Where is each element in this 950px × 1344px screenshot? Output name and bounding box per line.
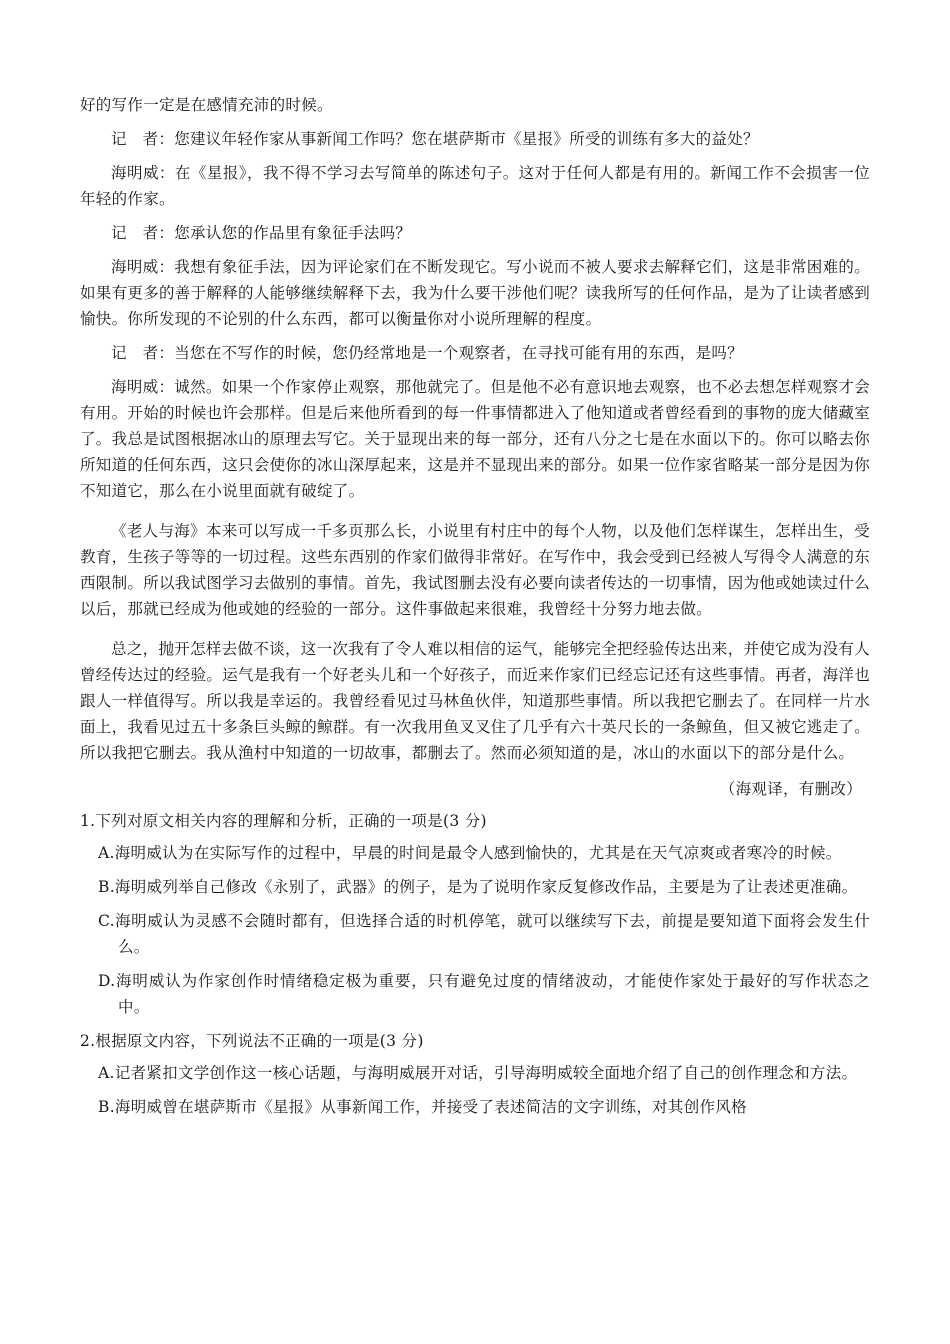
question-1 xyxy=(80,808,870,1020)
passage-paragraph-1: 好的写作一定是在感情充沛的时候。 xyxy=(80,96,333,114)
option-a: A.记者紧扣文学创作这一核心话题，与海明威展开对话，引导海明威较全面地介绍了自己的创作理念和方法。 xyxy=(98,1064,858,1082)
question-2 xyxy=(80,1028,870,1120)
option-a: A.海明威认为在实际写作的过程中，早晨的时间是最令人感到愉快的，尤其是在天气凉爽或者寒冷的时候。 xyxy=(98,844,842,862)
passage-paragraph-8: 《老人与海》本来可以写成一千多页那么长，小说里有村庄中的每个人物，以及他们怎样谋生，怎样出生，受教育，生孩子等等的一切过程。这些东西别的作家们做得非常好。在写作中，我会受到已经被人写得令人满意的东西限制。所以我试图学习去做别的事情。首先，我试图删去没有必要向读者传达的一切事情，因为他或她读过什么以后，那就已经成为他或她的经验的一部分。这件事做起来很难，我曾经十分努力地去做。 xyxy=(80,522,871,618)
option-c: C.海明威认为灵感不会随时都有，但选择合适的时机停笔，就可以继续写下去，前提是要知道下面将会发生什么。 xyxy=(98,912,870,956)
passage-paragraph-6: 记 者：当您在不写作的时候，您仍经常地是一个观察者，在寻找可能有用的东西，是吗？ xyxy=(111,344,744,362)
option-b: B.海明威列举自己修改《永别了，武器》的例子，是为了说明作家反复修改作品，主要是为了让表述更准确。 xyxy=(98,878,858,896)
passage-paragraph-5: 海明威：我想有象征手法，因为评论家们在不断发现它。写小说而不被人要求去解释它们，这是非常困难的。如果有更多的善于解释的人能够继续解释下去，我为什么要干涉他们呢？读我所写的任何作品，是为了让读者感到愉快。你所发现的不论别的什么东西，都可以衡量你对小说所理解的程度。 xyxy=(80,258,871,328)
passage-paragraph-9: 总之，抛开怎样去做不谈，这一次我有了令人难以相信的运气，能够完全把经验传达出来，并使它成为没有人曾经传达过的经验。运气是我有一个好老头儿和一个好孩子，而近来作家们已经忘记还有这些事情。再者，海洋也跟人一样值得写。所以我是幸运的。我曾经看见过马林鱼伙伴，知道那些事情。所以我把它删去了。在同样一片水面上，我看见过五十多条巨头鲸的鲸群。有一次我用鱼叉叉住了几乎有六十英尺长的一条鲸鱼，但又被它逃走了。所以我把它删去。我从渔村中知道的一切故事，都删去了。然而必须知道的是，冰山的水面以下的部分是什么。 xyxy=(80,640,871,762)
question-stem: 1.下列对原文相关内容的理解和分析，正确的一项是(3 分) xyxy=(80,812,487,830)
exam-page xyxy=(80,92,870,1128)
translation-source: （海观译，有删改） xyxy=(719,780,862,798)
passage-paragraph-3: 海明威：在《星报》，我不得不学习去写简单的陈述句子。这对于任何人都是有用的。新闻工作不会损害一位年轻的作家。 xyxy=(80,164,870,208)
passage-paragraph-7: 海明威：诚然。如果一个作家停止观察，那他就完了。但是他不必有意识地去观察，也不必去想怎样观察才会有用。开始的时候也许会那样。但是后来他所看到的每一件事情都进入了他知道或者曾经看到的事物的庞大储藏室了。我总是试图根据冰山的原理去写它。关于显现出来的每一部分，还有八分之七是在水面以下的。你可以略去你所知道的任何东西，这只会使你的冰山深厚起来，这是并不显现出来的部分。如果一位作家省略某一部分是因为你不知道它，那么在小说里面就有破绽了。 xyxy=(80,378,871,500)
passage-paragraph-4: 记 者：您承认您的作品里有象征手法吗？ xyxy=(111,224,412,242)
option-b: B.海明威曾在堪萨斯市《星报》从事新闻工作，并接受了表述简洁的文字训练，对其创作风格 xyxy=(98,1098,747,1116)
reading-passage xyxy=(80,92,870,766)
question-stem: 2.根据原文内容，下列说法不正确的一项是(3 分) xyxy=(80,1032,424,1050)
passage-paragraph-2: 记 者：您建议年轻作家从事新闻工作吗？您在堪萨斯市《星报》所受的训练有多大的益处？ xyxy=(111,130,759,148)
option-d: D.海明威认为作家创作时情绪稳定极为重要，只有避免过度的情绪波动，才能使作家处于最好的写作状态之中。 xyxy=(98,972,870,1016)
